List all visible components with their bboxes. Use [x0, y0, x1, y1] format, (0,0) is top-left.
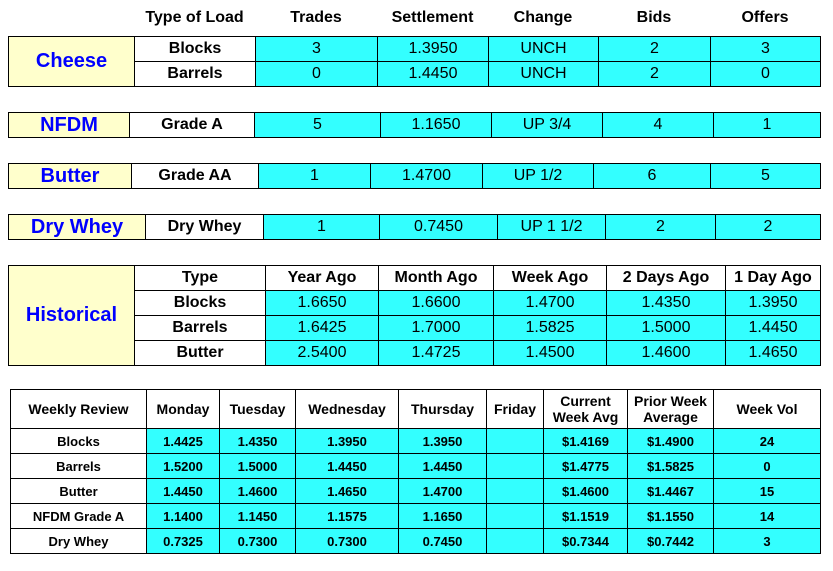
- current-week-avg-header: Current Week Avg: [544, 390, 628, 429]
- cheese-label: Cheese: [9, 37, 135, 87]
- friday-header: Friday: [487, 390, 544, 429]
- weekly-cell: 24: [714, 429, 821, 454]
- blank-header: [8, 6, 134, 30]
- weekly-cell: [487, 504, 544, 529]
- weekly-cell: 0: [714, 454, 821, 479]
- weekly-cell: 1.4450: [296, 454, 399, 479]
- historical-cell: 1.6650: [266, 291, 379, 316]
- weekly-row-label: Blocks: [11, 429, 147, 454]
- historical-month-ago-header: Month Ago: [379, 266, 494, 291]
- drywhey-offers: 2: [716, 215, 821, 240]
- historical-cell: 1.6425: [266, 316, 379, 341]
- historical-cell: 1.4725: [379, 341, 494, 366]
- historical-cell: 1.3950: [726, 291, 821, 316]
- butter-change: UP 1/2: [483, 164, 594, 189]
- historical-cell: 1.4450: [726, 316, 821, 341]
- historical-row-type: Butter: [135, 341, 266, 366]
- nfdm-type: Grade A: [130, 113, 255, 138]
- weekly-cell: 1.4450: [147, 479, 220, 504]
- historical-year-ago-header: Year Ago: [266, 266, 379, 291]
- cheese-barrels-type: Barrels: [135, 62, 256, 87]
- historical-cell: 1.4700: [494, 291, 607, 316]
- weekly-cell: $0.7344: [544, 529, 628, 554]
- historical-1-day-ago-header: 1 Day Ago: [726, 266, 821, 291]
- bids-header: Bids: [636, 9, 672, 26]
- nfdm-offers: 1: [714, 113, 821, 138]
- weekly-cell: 1.5000: [220, 454, 296, 479]
- historical-2-days-ago-header: 2 Days Ago: [607, 266, 726, 291]
- butter-trades: 1: [259, 164, 371, 189]
- cheese-blocks-change: UNCH: [489, 37, 599, 62]
- weekly-cell: 0.7300: [296, 529, 399, 554]
- historical-cell: 1.4350: [607, 291, 726, 316]
- weekly-row-label: Dry Whey: [11, 529, 147, 554]
- drywhey-change: UP 1 1/2: [498, 215, 606, 240]
- historical-cell: 1.5825: [494, 316, 607, 341]
- historical-type-header: Type: [135, 266, 266, 291]
- drywhey-type: Dry Whey: [146, 215, 264, 240]
- cheese-blocks-settlement: 1.3950: [378, 37, 489, 62]
- weekly-cell: 0.7450: [399, 529, 487, 554]
- weekly-row-label: Barrels: [11, 454, 147, 479]
- drywhey-trades: 1: [264, 215, 380, 240]
- historical-cell: 1.4600: [607, 341, 726, 366]
- cheese-blocks-offers: 3: [711, 37, 821, 62]
- weekly-cell: 1.5200: [147, 454, 220, 479]
- cheese-blocks-bids: 2: [599, 37, 711, 62]
- cheese-barrels-offers: 0: [711, 62, 821, 87]
- historical-cell: 2.5400: [266, 341, 379, 366]
- nfdm-change: UP 3/4: [492, 113, 603, 138]
- historical-row-type: Barrels: [135, 316, 266, 341]
- weekly-cell: 15: [714, 479, 821, 504]
- butter-bids: 6: [594, 164, 711, 189]
- butter-offers: 5: [711, 164, 821, 189]
- historical-cell: 1.4650: [726, 341, 821, 366]
- type-of-load-header: Type of Load: [145, 9, 244, 26]
- prior-week-average-header: Prior Week Average: [628, 390, 714, 429]
- trades-header: Trades: [290, 9, 342, 26]
- weekly-row-label: Butter: [11, 479, 147, 504]
- weekly-cell: 1.3950: [296, 429, 399, 454]
- butter-settlement: 1.4700: [371, 164, 483, 189]
- cheese-barrels-change: UNCH: [489, 62, 599, 87]
- weekly-cell: $1.4900: [628, 429, 714, 454]
- historical-cell: 1.6600: [379, 291, 494, 316]
- weekly-cell: $1.4600: [544, 479, 628, 504]
- nfdm-settlement: 1.1650: [381, 113, 492, 138]
- weekly-cell: 14: [714, 504, 821, 529]
- weekly-cell: [487, 429, 544, 454]
- weekly-cell: $1.4467: [628, 479, 714, 504]
- weekly-cell: $1.1550: [628, 504, 714, 529]
- settlement-header: Settlement: [391, 9, 474, 26]
- change-header: Change: [513, 9, 573, 26]
- tuesday-header: Tuesday: [220, 390, 296, 429]
- nfdm-bids: 4: [603, 113, 714, 138]
- historical-label: Historical: [9, 266, 135, 366]
- week-vol-header: Week Vol: [714, 390, 821, 429]
- weekly-cell: 1.4450: [399, 454, 487, 479]
- butter-label: Butter: [9, 164, 132, 189]
- nfdm-table: [8, 112, 821, 138]
- cheese-blocks-type: Blocks: [135, 37, 256, 62]
- weekly-cell: $0.7442: [628, 529, 714, 554]
- offers-header: Offers: [741, 9, 789, 26]
- drywhey-settlement: 0.7450: [380, 215, 498, 240]
- weekly-cell: 3: [714, 529, 821, 554]
- market-header-row: [8, 6, 820, 30]
- cheese-barrels-trades: 0: [256, 62, 378, 87]
- weekly-cell: 1.4600: [220, 479, 296, 504]
- monday-header: Monday: [147, 390, 220, 429]
- historical-cell: 1.7000: [379, 316, 494, 341]
- thursday-header: Thursday: [399, 390, 487, 429]
- weekly-cell: 1.3950: [399, 429, 487, 454]
- historical-week-ago-header: Week Ago: [494, 266, 607, 291]
- nfdm-trades: 5: [255, 113, 381, 138]
- weekly-cell: [487, 454, 544, 479]
- weekly-cell: $1.4169: [544, 429, 628, 454]
- weekly-row-label: NFDM Grade A: [11, 504, 147, 529]
- weekly-cell: 1.4700: [399, 479, 487, 504]
- wednesday-header: Wednesday: [296, 390, 399, 429]
- weekly-cell: 1.1575: [296, 504, 399, 529]
- weekly-cell: 0.7300: [220, 529, 296, 554]
- weekly-cell: 1.4350: [220, 429, 296, 454]
- weekly-review-table: [10, 389, 821, 554]
- weekly-cell: 1.4425: [147, 429, 220, 454]
- weekly-cell: 0.7325: [147, 529, 220, 554]
- historical-row-type: Blocks: [135, 291, 266, 316]
- cheese-barrels-bids: 2: [599, 62, 711, 87]
- weekly-cell: [487, 479, 544, 504]
- weekly-cell: $1.1519: [544, 504, 628, 529]
- weekly-cell: 1.1650: [399, 504, 487, 529]
- drywhey-label: Dry Whey: [9, 215, 146, 240]
- historical-cell: 1.4500: [494, 341, 607, 366]
- weekly-cell: 1.4650: [296, 479, 399, 504]
- historical-table: [8, 265, 821, 366]
- cheese-table: [8, 36, 821, 87]
- historical-cell: 1.5000: [607, 316, 726, 341]
- weekly-review-header: Weekly Review: [11, 390, 147, 429]
- weekly-cell: $1.5825: [628, 454, 714, 479]
- butter-type: Grade AA: [132, 164, 259, 189]
- nfdm-label: NFDM: [9, 113, 130, 138]
- weekly-cell: 1.1400: [147, 504, 220, 529]
- butter-table: [8, 163, 821, 189]
- cheese-barrels-settlement: 1.4450: [378, 62, 489, 87]
- drywhey-table: [8, 214, 821, 240]
- weekly-cell: 1.1450: [220, 504, 296, 529]
- cheese-blocks-trades: 3: [256, 37, 378, 62]
- drywhey-bids: 2: [606, 215, 716, 240]
- weekly-cell: [487, 529, 544, 554]
- weekly-cell: $1.4775: [544, 454, 628, 479]
